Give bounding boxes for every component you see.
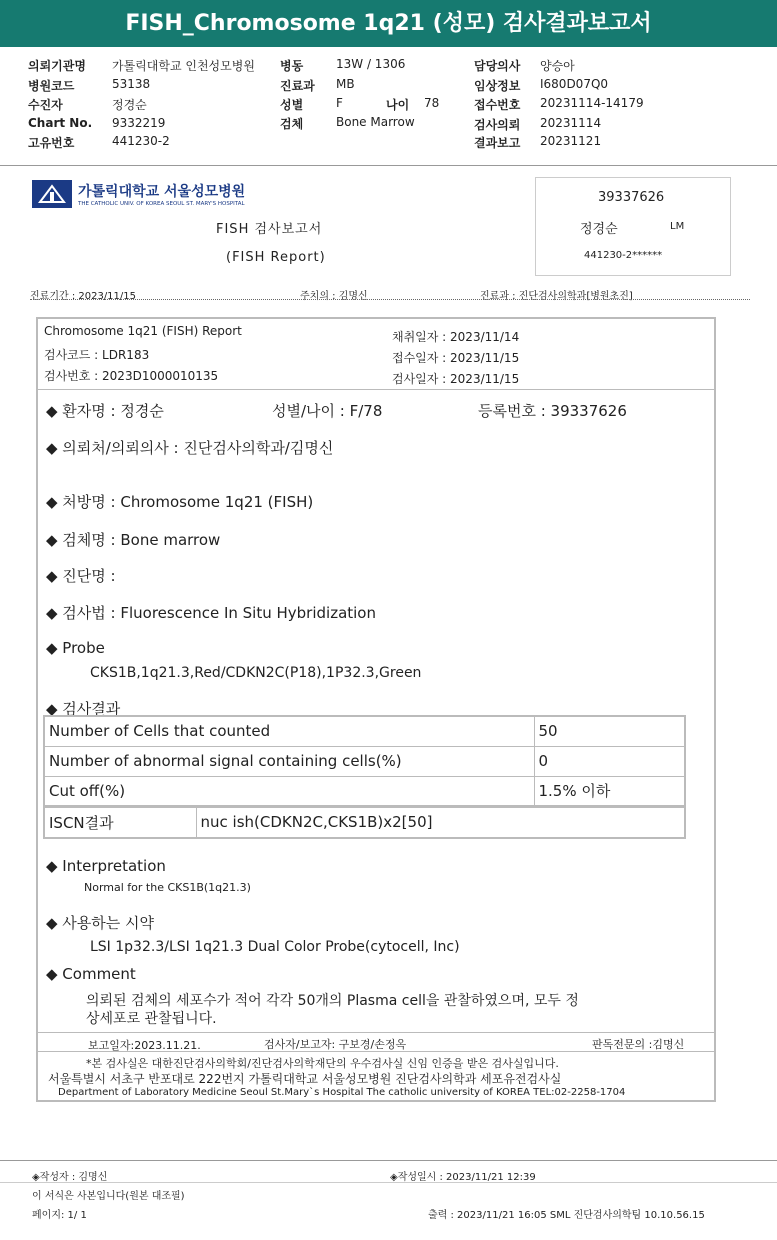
clinical-value: I680D07Q0 <box>540 77 609 91</box>
written-at: ◈작성일시 : 2023/11/21 12:39 <box>390 1172 536 1183</box>
interp-value: Normal for the CKS1B(1q21.3) <box>84 881 251 894</box>
clinical-label: 임상정보 <box>474 79 521 93</box>
sex-value: F <box>336 96 343 110</box>
page-number: 페이지: 1/ 1 <box>32 1210 87 1221</box>
result-value: 0 <box>534 746 685 776</box>
comment-line-2: 상세포로 관찰됩니다. <box>86 1011 217 1027</box>
report-date: 보고일자:2023.11.21. <box>88 1039 201 1052</box>
sex-label: 성별 <box>280 98 304 112</box>
table-row <box>44 808 685 838</box>
table-row <box>44 746 685 776</box>
institution-value: 가톨릭대학교 인천성모병원 <box>112 59 255 73</box>
test-no: 검사번호 : 2023D1000010135 <box>44 369 219 383</box>
result-value: 50 <box>534 716 685 746</box>
report-divider <box>38 389 714 390</box>
hospital-code-value: 53138 <box>112 77 151 91</box>
doctor-value: 양승아 <box>540 59 575 73</box>
comment-heading: ◆ Comment <box>46 965 136 983</box>
specimen-value: Bone Marrow <box>336 115 415 129</box>
report-name: Chromosome 1q21 (FISH) Report <box>44 324 242 338</box>
dept-label: 진료과 <box>280 79 315 93</box>
hospital-emblem-icon <box>32 180 72 208</box>
divider <box>0 165 777 166</box>
hospital-code-label: 병원코드 <box>28 79 75 93</box>
ward-label: 병동 <box>280 59 304 73</box>
result-value: 1.5% 이하 <box>534 776 685 806</box>
hospital-name: 가톨릭대학교 서울성모병원 <box>78 184 246 200</box>
iscn-label: ISCN결과 <box>44 808 196 838</box>
unique-no-label: 고유번호 <box>28 136 75 150</box>
result-label: Cut off(%) <box>44 776 534 806</box>
receive-date: 접수일자 : 2023/11/15 <box>392 351 520 365</box>
report-title: FISH_Chromosome 1q21 (성모) 검사결과보고서 <box>0 0 777 47</box>
method: ◆ 검사법 : Fluorescence In Situ Hybridization <box>46 604 376 622</box>
unique-no-value: 441230-2 <box>112 134 170 148</box>
stamp-name: 정경순 <box>580 222 618 237</box>
hospital-logo <box>32 180 245 208</box>
report-value: 20231121 <box>540 134 602 148</box>
results-table <box>43 715 686 839</box>
age-label: 나이 <box>386 98 410 112</box>
doc-title-kr: FISH 검사보고서 <box>216 222 323 237</box>
probe-value: CKS1B,1q21.3,Red/CDKN2C(P18),1P32.3,Green <box>90 665 422 681</box>
report-frame <box>36 317 716 1102</box>
examiners: 검사자/보고자: 구보경/손정옥 <box>264 1038 407 1051</box>
receipt-value: 20231114-14179 <box>540 96 644 110</box>
test-code: 검사코드 : LDR183 <box>44 348 150 362</box>
report-label: 결과보고 <box>474 136 521 150</box>
age-value: 78 <box>424 96 440 110</box>
receipt-label: 접수번호 <box>474 98 521 112</box>
chart-no-label: Chart No. <box>28 116 93 130</box>
footer-mid-line <box>0 1182 777 1183</box>
hospital-name-en: THE CATHOLIC UNIV. OF KOREA SEOUL ST. MARY'S HOSPITAL <box>78 201 245 207</box>
stamp-reg-no: 39337626 <box>598 190 665 205</box>
print-info: 출력 : 2023/11/21 16:05 SML 진단검사의학팀 10.10.56.15 <box>428 1210 705 1221</box>
cert-note: *본 검사실은 대한진단검사의학회/진단검사의학재단의 우수검사실 신임 인증을 받은 검사실입니다. <box>86 1057 559 1070</box>
prescription: ◆ 처방명 : Chromosome 1q21 (FISH) <box>46 493 314 511</box>
sex-age: 성별/나이 : F/78 <box>272 402 383 420</box>
footer-divider <box>38 1051 714 1052</box>
doctor-label: 담당의사 <box>474 59 521 73</box>
stamp-id: 441230-2****** <box>584 250 663 261</box>
sign-divider <box>38 1032 714 1033</box>
comment-line-1: 의뢰된 검체의 세포수가 적어 각각 50개의 Plasma cell을 관찰하였으며, 모두 정 <box>86 993 579 1009</box>
stamp-code: LM <box>670 221 685 232</box>
author: ◈작성자 : 김명신 <box>32 1172 108 1183</box>
ward-value: 13W / 1306 <box>336 57 406 71</box>
reagent-heading: ◆ 사용하는 시약 <box>46 914 155 932</box>
diagnosis: ◆ 진단명 : <box>46 567 116 585</box>
dept-value: MB <box>336 77 355 91</box>
results-heading: ◆ 검사결과 <box>46 700 121 718</box>
result-label: Number of Cells that counted <box>44 716 534 746</box>
address-kr: 서울특별시 서초구 반포대로 222번지 가톨릭대학교 서울성모병원 진단검사의학과 세포유전검사실 <box>48 1072 562 1086</box>
specimen-label: 검체 <box>280 117 304 131</box>
table-row <box>44 716 685 746</box>
examinee-value: 정경순 <box>112 98 147 112</box>
footer-top-line <box>0 1160 777 1161</box>
requester: ◆ 의뢰처/의뢰의사 : 진단검사의학과/김명신 <box>46 439 334 457</box>
copy-note: 이 서식은 사본입니다(원본 대조필) <box>32 1191 185 1202</box>
request-value: 20231114 <box>540 116 602 130</box>
interp-heading: ◆ Interpretation <box>46 857 166 875</box>
result-label: Number of abnormal signal containing cells(%) <box>44 746 534 776</box>
collect-date: 채취일자 : 2023/11/14 <box>392 330 520 344</box>
table-row <box>44 776 685 806</box>
examinee-label: 수진자 <box>28 98 63 112</box>
meta-divider <box>30 299 750 300</box>
patient-stamp <box>535 177 731 276</box>
specimen-name: ◆ 검체명 : Bone marrow <box>46 531 221 549</box>
doc-title-en: (FISH Report) <box>226 250 326 265</box>
probe-heading: ◆ Probe <box>46 639 105 657</box>
attending: 주치의 : 김명신 <box>300 291 368 302</box>
reagent-value: LSI 1p32.3/LSI 1q21.3 Dual Color Probe(cytocell, Inc) <box>90 939 460 955</box>
patient-name: ◆ 환자명 : 정경순 <box>46 402 164 420</box>
address-en: Department of Laboratory Medicine Seoul St.Mary`s Hospital The catholic university of KOREA TEL:02-2258-1704 <box>58 1087 626 1098</box>
meta-dept: 진료과 : 진단검사의학과[병원초진] <box>480 291 633 302</box>
request-label: 검사의뢰 <box>474 118 521 132</box>
iscn-value: nuc ish(CDKN2C,CKS1B)x2[50] <box>196 808 685 838</box>
reg-no: 등록번호 : 39337626 <box>478 402 627 420</box>
specialist: 판독전문의 :김명신 <box>592 1038 685 1051</box>
institution-label: 의뢰기관명 <box>28 59 86 73</box>
period: 진료기간 : 2023/11/15 <box>30 291 137 302</box>
chart-no-value: 9332219 <box>112 116 166 130</box>
test-date: 검사일자 : 2023/11/15 <box>392 372 520 386</box>
